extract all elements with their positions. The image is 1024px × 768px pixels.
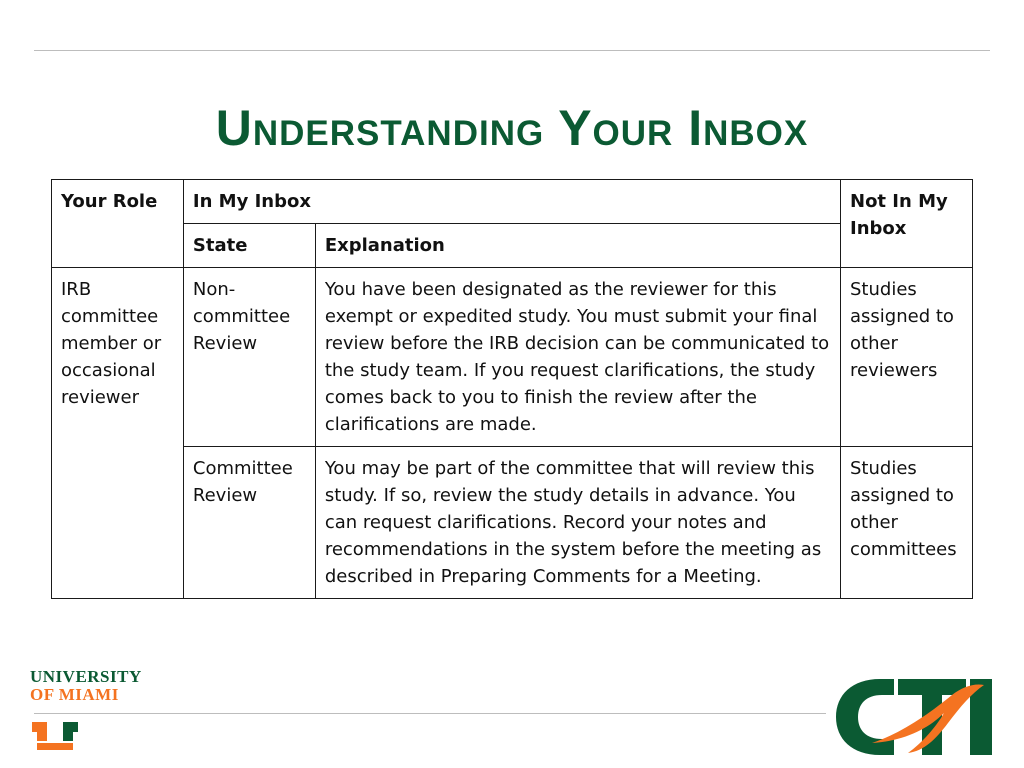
header-state: State	[183, 224, 315, 268]
header-not-in-my-inbox: Not In My Inbox	[841, 180, 973, 268]
u-mark-icon	[30, 720, 80, 752]
header-in-my-inbox: In My Inbox	[183, 180, 840, 224]
slide-title: Understanding Your Inbox	[215, 100, 809, 156]
university-line1: UNIVERSITY	[30, 667, 142, 686]
not-in-inbox-cell: Studies assigned to other reviewers	[841, 268, 973, 447]
header-explanation: Explanation	[315, 224, 840, 268]
not-in-inbox-cell: Studies assigned to other committees	[841, 447, 973, 599]
state-cell: Non-committee Review	[183, 268, 315, 447]
table-header-row	[52, 180, 973, 224]
inbox-table	[51, 179, 973, 599]
university-line2: OF MIAMI	[30, 685, 119, 704]
cti-logo-icon	[832, 673, 998, 759]
explanation-cell: You have been designated as the reviewer for this exempt or expedited study. You must submit your final review before the IRB decision can be communicated to the study team. If you request clarifications, the study comes back to you to finish the review after the clarifications are made.	[315, 268, 840, 447]
top-divider	[34, 50, 990, 51]
university-of-miami-logo	[30, 668, 142, 704]
table-row	[52, 268, 973, 447]
explanation-cell: You may be part of the committee that will review this study. If so, review the study details in advance. You can request clarifications. Record your notes and recommendations in the system before the meeting as described in Preparing Comments for a Meeting.	[315, 447, 840, 599]
state-cell: Committee Review	[183, 447, 315, 599]
role-cell: IRB committee member or occasional reviewer	[52, 268, 184, 599]
header-your-role: Your Role	[52, 180, 184, 268]
footer-divider	[34, 713, 826, 714]
table-subheader-row	[52, 224, 973, 268]
table-row	[52, 447, 973, 599]
